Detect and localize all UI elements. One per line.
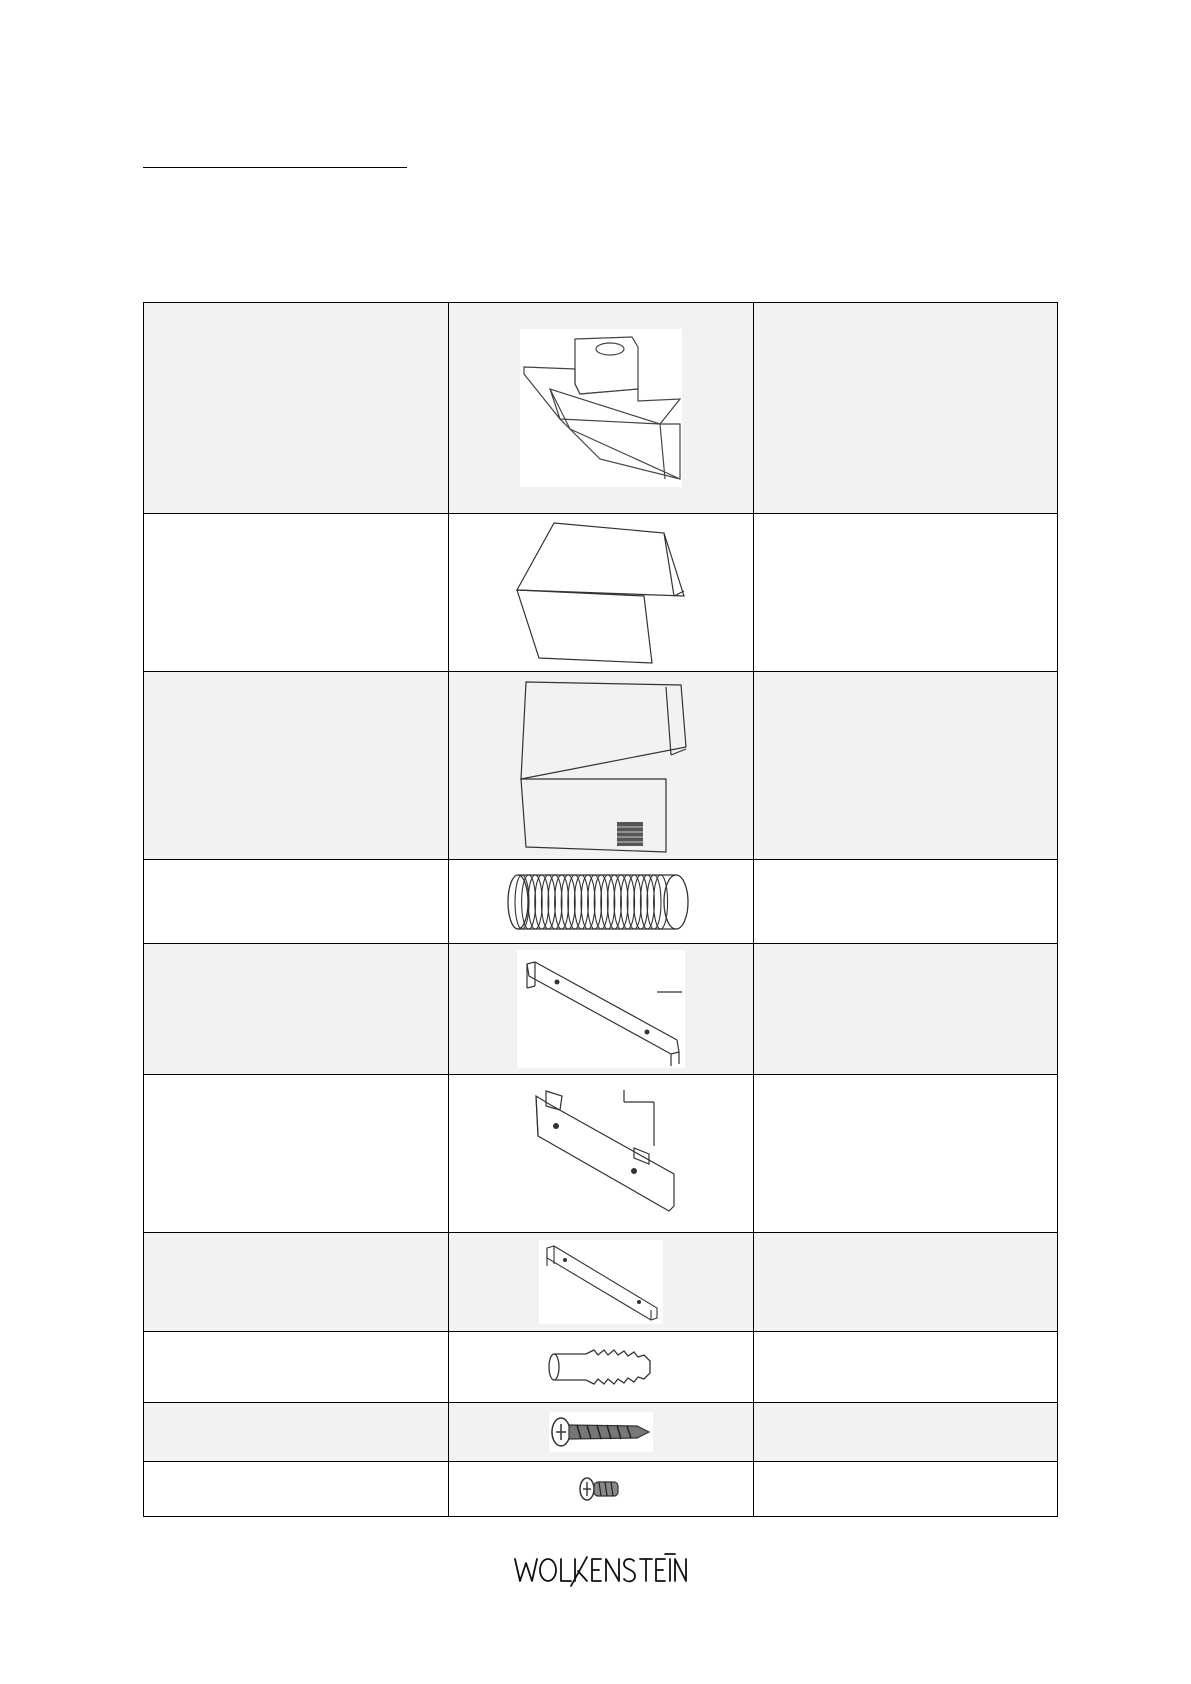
- part-image-cell: [449, 1462, 754, 1517]
- part-image-cell: [449, 303, 754, 514]
- mounting-bracket-icon: [517, 950, 685, 1068]
- part-name-cell: [144, 1462, 449, 1517]
- parts-list-table: [143, 302, 1058, 1517]
- part-image-cell: [449, 944, 754, 1075]
- part-quantity-cell: [754, 1332, 1058, 1403]
- hood-body-icon: [520, 329, 682, 487]
- part-name-cell: [144, 1332, 449, 1403]
- part-name-cell: [144, 1233, 449, 1332]
- short-screw-icon: [577, 1473, 625, 1505]
- table-row: [144, 1233, 1058, 1332]
- part-image-cell: [449, 514, 754, 672]
- brand-logo: [513, 1553, 688, 1587]
- part-name-cell: [144, 1403, 449, 1462]
- table-row: [144, 860, 1058, 944]
- table-row: [144, 514, 1058, 672]
- wall-bracket-icon: [524, 1086, 679, 1221]
- table-row: [144, 1462, 1058, 1517]
- lower-chimney-cover-icon: [501, 677, 701, 855]
- part-name-cell: [144, 860, 449, 944]
- table-row: [144, 303, 1058, 514]
- part-quantity-cell: [754, 1462, 1058, 1517]
- part-quantity-cell: [754, 860, 1058, 944]
- part-image-cell: [449, 1233, 754, 1332]
- part-quantity-cell: [754, 514, 1058, 672]
- part-quantity-cell: [754, 944, 1058, 1075]
- part-quantity-cell: [754, 303, 1058, 514]
- part-name-cell: [144, 944, 449, 1075]
- long-screw-icon: [549, 1412, 653, 1452]
- part-name-cell: [144, 672, 449, 860]
- part-quantity-cell: [754, 1075, 1058, 1233]
- part-quantity-cell: [754, 1233, 1058, 1332]
- wall-plug-icon: [546, 1347, 656, 1387]
- part-name-cell: [144, 303, 449, 514]
- table-row: [144, 1403, 1058, 1462]
- part-image-cell: [449, 672, 754, 860]
- table-row: [144, 672, 1058, 860]
- part-image-cell: [449, 860, 754, 944]
- small-bracket-icon: [539, 1240, 663, 1324]
- section-title-underline: [143, 167, 407, 168]
- part-name-cell: [144, 514, 449, 672]
- table-row: [144, 944, 1058, 1075]
- part-image-cell: [449, 1332, 754, 1403]
- part-name-cell: [144, 1075, 449, 1233]
- part-quantity-cell: [754, 672, 1058, 860]
- upper-chimney-cover-icon: [514, 518, 689, 668]
- part-image-cell: [449, 1403, 754, 1462]
- part-image-cell: [449, 1075, 754, 1233]
- part-quantity-cell: [754, 1403, 1058, 1462]
- flexible-duct-icon: [506, 871, 696, 933]
- table-row: [144, 1332, 1058, 1403]
- table-row: [144, 1075, 1058, 1233]
